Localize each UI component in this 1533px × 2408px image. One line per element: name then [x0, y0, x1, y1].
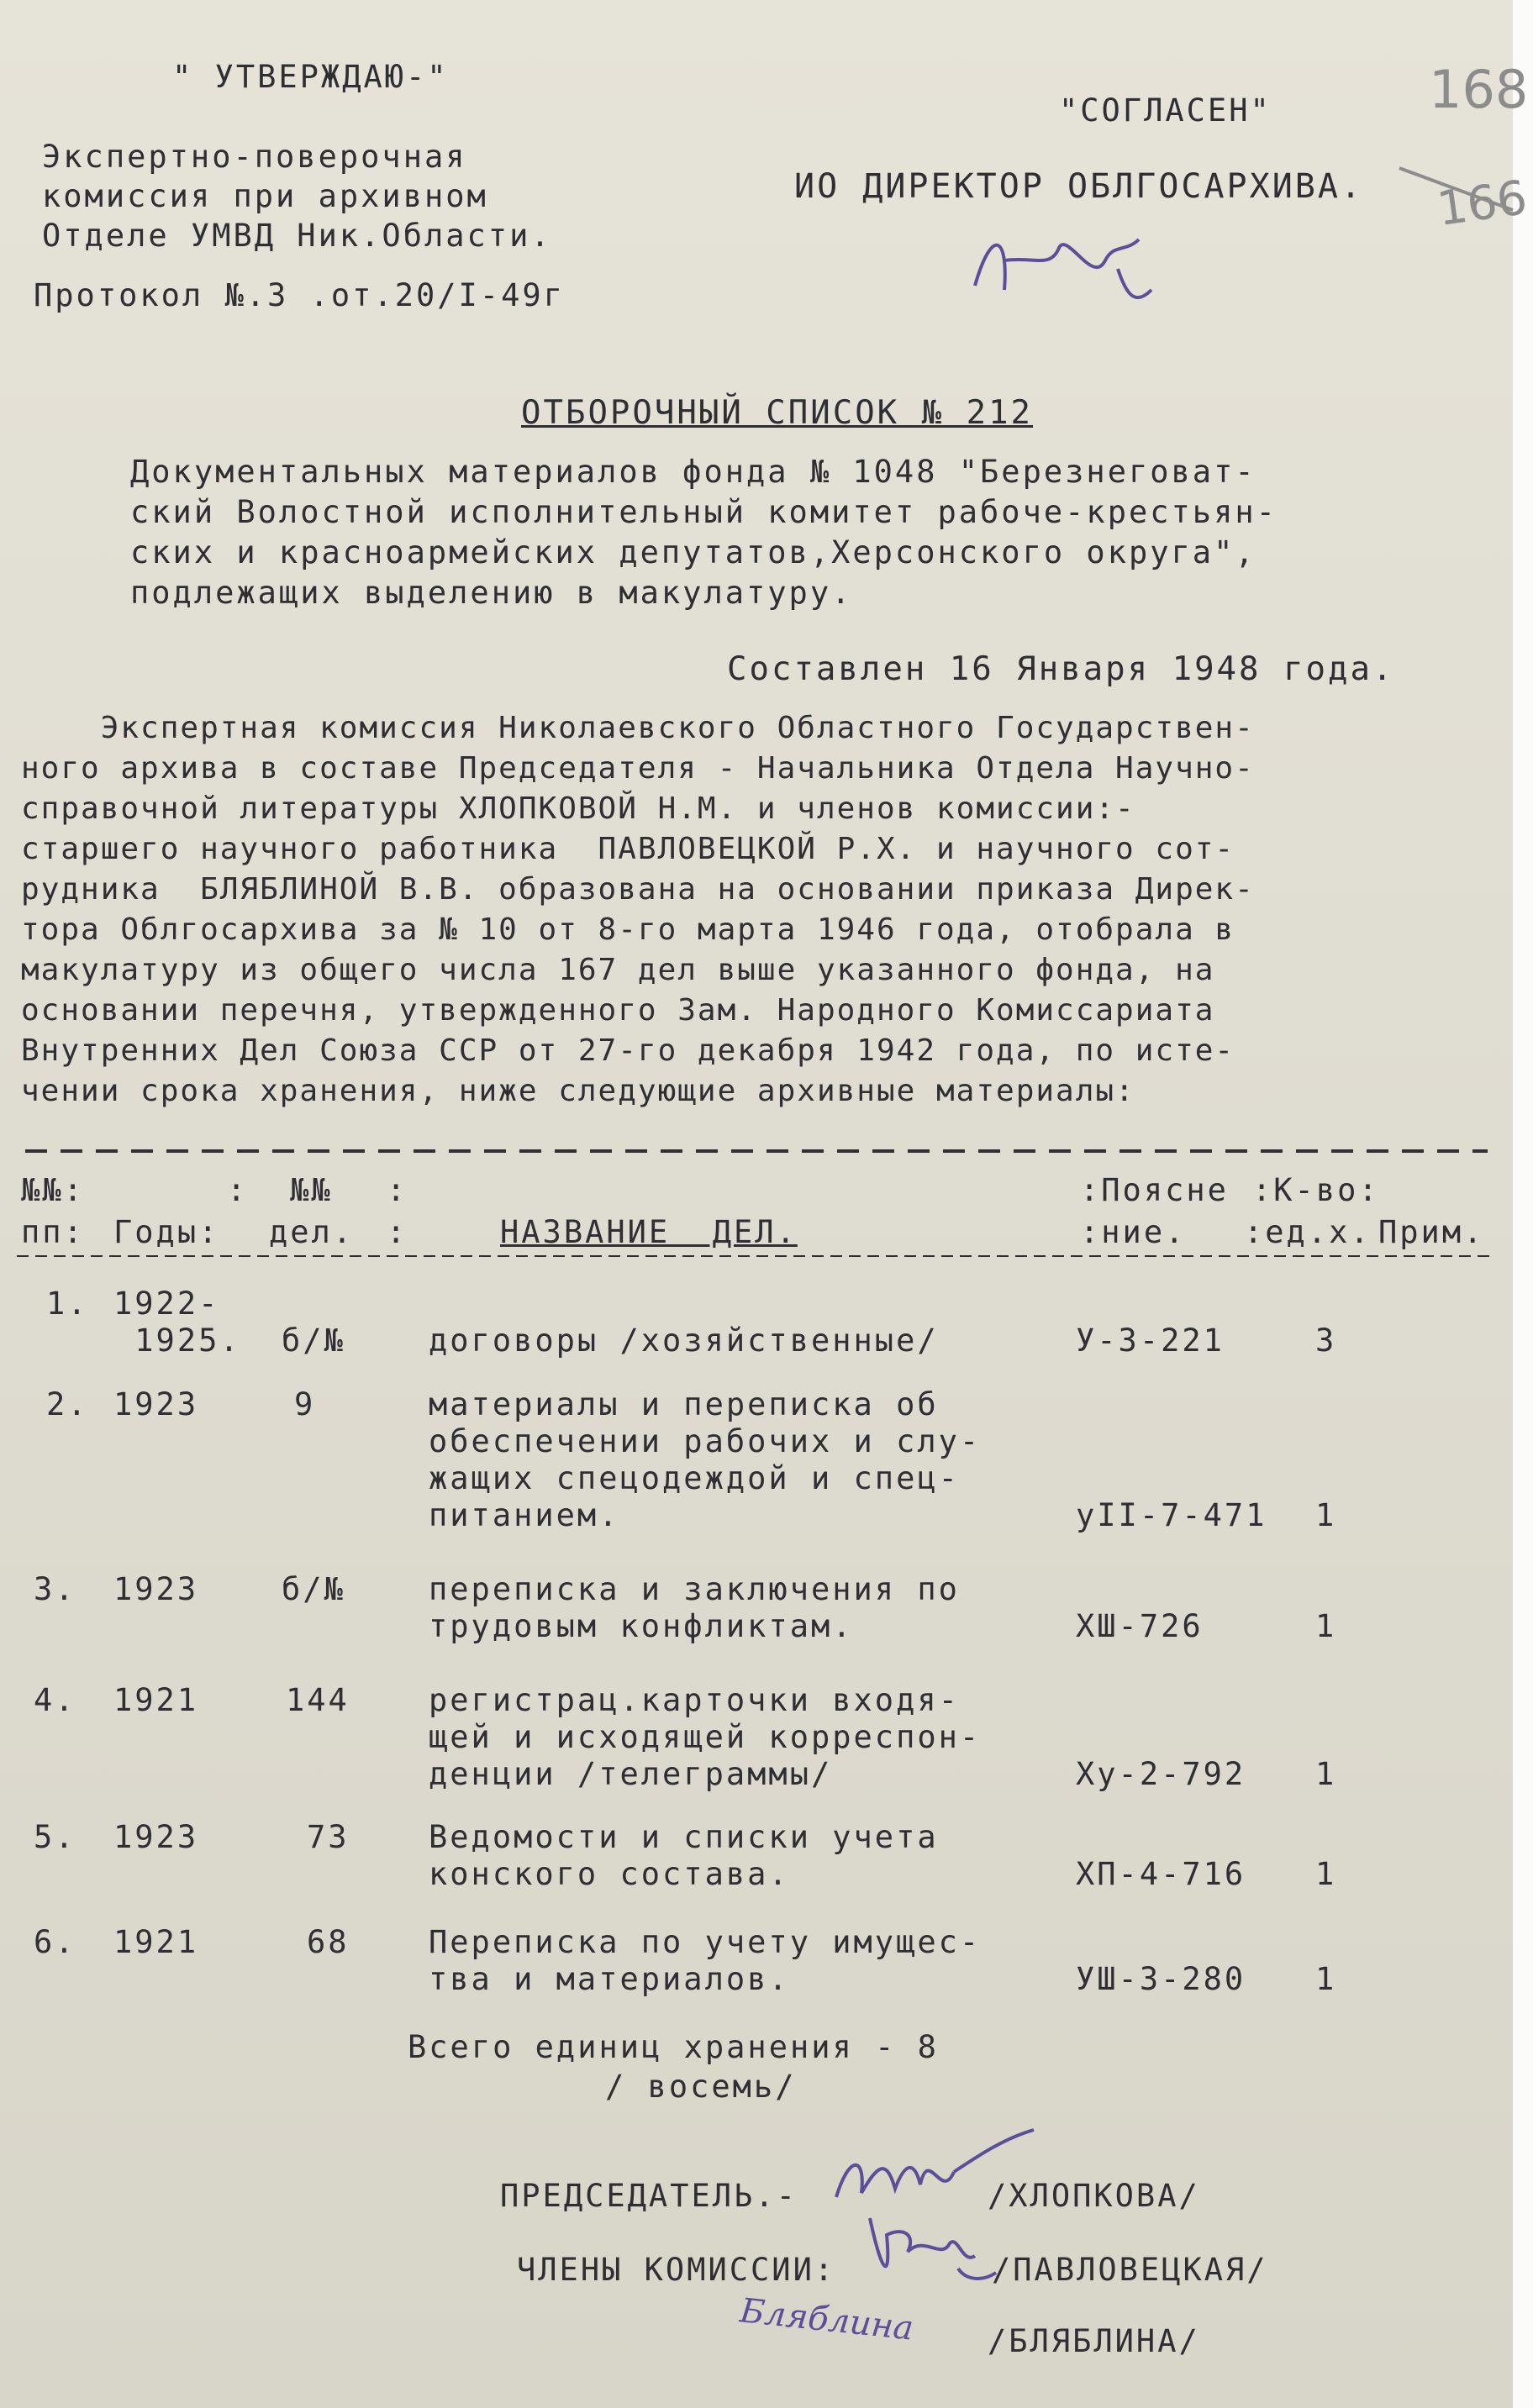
- compiled-date: Составлен 16 Января 1948 года.: [727, 650, 1395, 688]
- approve-line-3: Отделе УМВД Ник.Области.: [42, 218, 552, 254]
- agree-director-line: ИО ДИРЕКТОР ОБЛГОСАРХИВА.: [794, 167, 1364, 206]
- header-note-1: :Поясне: [1080, 1172, 1229, 1208]
- member-1-signature: [857, 2201, 1000, 2294]
- row-2-year: 1923: [113, 1386, 199, 1422]
- approve-title: " УТВЕРЖДАЮ-": [172, 59, 449, 95]
- header-nn-1: №№:: [21, 1172, 85, 1208]
- total-units: Всего единиц хранения - 8: [408, 2029, 939, 2065]
- approve-line-1: Экспертно-поверочная: [42, 139, 467, 175]
- header-nn-2: пп:: [21, 1214, 85, 1250]
- intro-line-2: ский Волостной исполнительный комитет рабоче-крестьян-: [130, 494, 1278, 530]
- row-6-note: УШ-3-280: [1076, 1961, 1246, 1997]
- row-6-name: Переписка по учету имущес- тва и материалов.: [429, 1924, 982, 1997]
- director-signature: [958, 210, 1177, 319]
- intro-line-1: Документальных материалов фонда № 1048 "Березнеговат-: [130, 454, 1256, 490]
- header-colon-1: :: [227, 1172, 249, 1208]
- row-2-num: 9: [294, 1386, 316, 1422]
- agree-title: "СОГЛАСЕН": [1059, 92, 1272, 129]
- row-1-n: 1.: [46, 1285, 89, 1322]
- row-2-note: уII-7-471: [1076, 1497, 1267, 1533]
- total-units-words: / восемь/: [605, 2069, 797, 2105]
- chair-label: ПРЕДСЕДАТЕЛЬ.-: [500, 2178, 798, 2214]
- header-colon-3: :: [387, 1214, 408, 1250]
- row-1-num: б/№: [282, 1322, 345, 1359]
- table-separator: [25, 1147, 1488, 1155]
- member-2-name: /БЛЯБЛИНА/: [988, 2323, 1200, 2359]
- header-note-2: :ние.: [1080, 1214, 1187, 1250]
- row-4-qty: 1: [1315, 1756, 1337, 1792]
- body-line-7: макулатуру из общего числа 167 дел выше указанного фонда, на: [21, 953, 1215, 987]
- row-4-name: регистрац.карточки входя- щей и исходящей корреспон- денции /телеграммы/: [429, 1682, 982, 1792]
- row-4-note: Ху-2-792: [1076, 1756, 1246, 1792]
- row-3-note: ХШ-726: [1076, 1608, 1204, 1644]
- intro-line-4: подлежащих выделению в макулатуру.: [130, 575, 853, 611]
- row-1-year: 1922- 1925.: [113, 1285, 241, 1359]
- body-line-9: Внутренних Дел Союза ССР от 27-го декабря 1942 года, по истe-: [21, 1033, 1235, 1068]
- row-4-n: 4.: [34, 1682, 76, 1718]
- row-1-name: договоры /хозяйственные/: [429, 1322, 939, 1359]
- row-6-qty: 1: [1315, 1961, 1337, 1997]
- body-line-10: чении срока хранения, ниже следующие архивные материалы:: [21, 1074, 1135, 1108]
- row-6-num: 68: [307, 1924, 350, 1960]
- approve-line-2: комиссия при архивном: [42, 178, 488, 214]
- body-line-2: ного архива в составе Председателя - Начальника Отдела Научно-: [21, 751, 1255, 786]
- header-case-name: НАЗВАНИЕ ДЕЛ.: [500, 1214, 798, 1250]
- row-4-year: 1921: [113, 1682, 199, 1718]
- row-5-name: Ведомости и списки учета конского состава.: [429, 1819, 939, 1892]
- protocol-line: Протокол №.3 .от.20/I-49г: [34, 277, 565, 313]
- body-line-8: основании перечня, утвержденного Зам. Народного Комиссариата: [21, 993, 1215, 1028]
- row-5-year: 1923: [113, 1819, 199, 1855]
- body-line-1: Экспертная комиссия Николаевского Областного Государствен-: [21, 711, 1255, 745]
- row-3-qty: 1: [1315, 1608, 1337, 1644]
- row-3-name: переписка и заключения по трудовым конфликтам.: [429, 1571, 960, 1644]
- body-line-5: рудника БЛЯБЛИНОЙ В.В. образована на основании приказа Дирек-: [21, 872, 1255, 907]
- header-num-1: №№: [290, 1172, 333, 1208]
- row-3-year: 1923: [113, 1571, 199, 1607]
- member-2-handwritten-signature: Бляблина: [738, 2291, 916, 2348]
- row-3-num: б/№: [282, 1571, 345, 1607]
- row-5-qty: 1: [1315, 1856, 1337, 1892]
- row-6-n: 6.: [34, 1924, 76, 1960]
- row-5-num: 73: [307, 1819, 350, 1855]
- member-1-name: /ПАВЛОВЕЦКАЯ/: [992, 2252, 1268, 2288]
- archive-sheet-number: 168: [1429, 59, 1529, 120]
- row-1-qty: 3: [1315, 1322, 1337, 1359]
- archive-old-sheet-number: 166: [1433, 170, 1530, 238]
- intro-line-3: ских и красноармейских депутатов,Херсонского округа",: [130, 534, 1256, 570]
- document-title: ОТБОРОЧНЫЙ СПИСОК № 212: [521, 394, 1034, 432]
- members-label: ЧЛЕНЫ КОМИССИИ:: [517, 2252, 836, 2288]
- header-qty-2: :ед.х.: [1244, 1214, 1372, 1250]
- header-qty-1: :К-во:: [1252, 1172, 1380, 1208]
- row-2-qty: 1: [1315, 1497, 1337, 1533]
- body-line-4: старшего научного работника ПАВЛОВЕЦКОЙ Р.Х. и научного сот-: [21, 832, 1235, 866]
- header-remark: Прим.: [1378, 1214, 1485, 1250]
- body-line-3: справочной литературы ХЛОПКОВОЙ Н.М. и членов комиссии:-: [21, 791, 1135, 826]
- row-2-n: 2.: [46, 1386, 89, 1422]
- pencil-strike: [1395, 155, 1521, 223]
- header-years: Годы:: [113, 1214, 220, 1250]
- body-line-6: тора Облгосархива за № 10 от 8-го марта 1946 года, отобрала в: [21, 912, 1235, 947]
- row-5-note: ХП-4-716: [1076, 1856, 1246, 1892]
- row-5-n: 5.: [34, 1819, 76, 1855]
- row-3-n: 3.: [34, 1571, 76, 1607]
- header-colon-2: :: [387, 1172, 408, 1208]
- header-num-2: дел.: [269, 1214, 355, 1250]
- header-underline: [17, 1254, 1496, 1259]
- row-2-name: материалы и переписка об обеспечении рабочих и слу- жащих спецодеждой и спец- питанием.: [429, 1386, 982, 1533]
- page-edge: [1513, 0, 1533, 2408]
- row-1-note: У-3-221: [1076, 1322, 1225, 1359]
- chair-name: /ХЛОПКОВА/: [988, 2178, 1200, 2214]
- row-4-num: 144: [286, 1682, 350, 1718]
- row-6-year: 1921: [113, 1924, 199, 1960]
